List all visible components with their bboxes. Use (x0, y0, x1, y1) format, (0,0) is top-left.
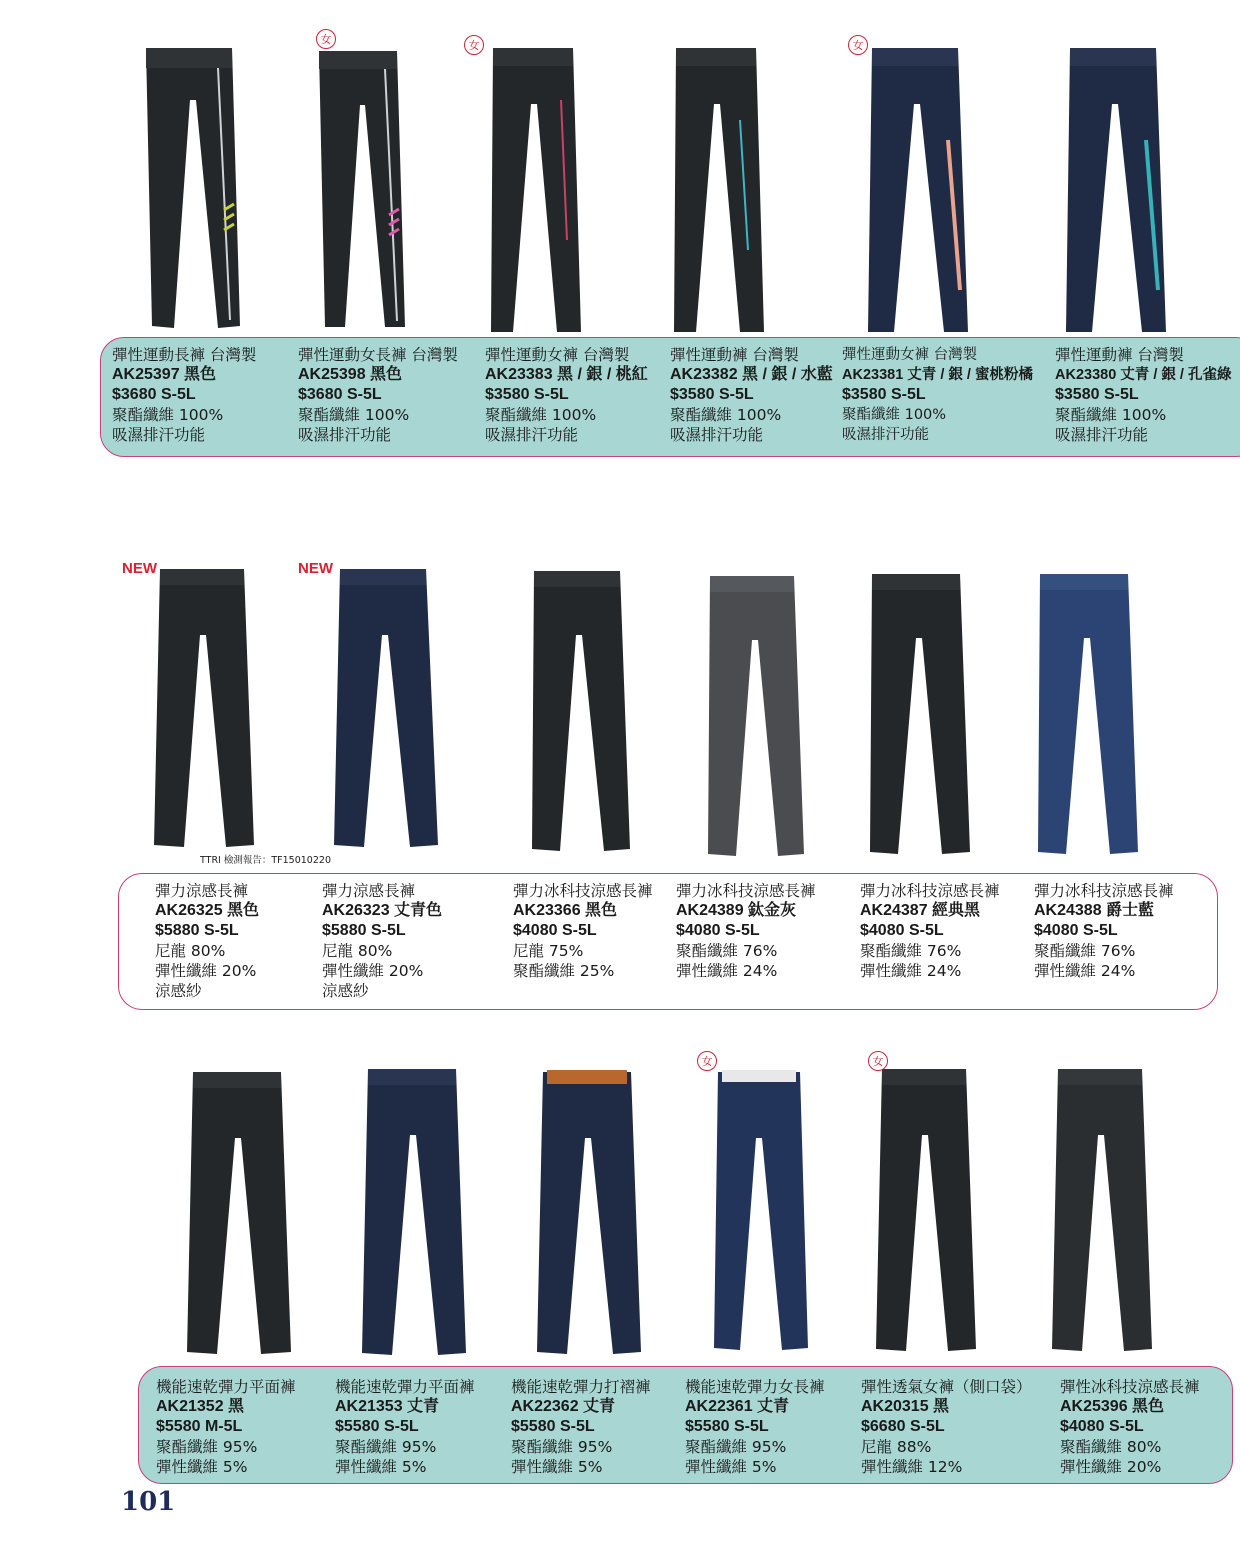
product-image-ak25397 (140, 40, 250, 330)
product-name: 彈性運動女褲 台灣製 (485, 346, 630, 364)
product-name: 彈力冰科技涼感長褲 (676, 882, 816, 900)
product-info-ak25397 (112, 345, 256, 445)
product-code: AK23383 黑 / 銀 / 桃紅 (485, 366, 648, 383)
product-price: $5580 S-5L (335, 1418, 419, 1435)
product-spec: 尼龍 80% (155, 942, 226, 960)
product-name: 彈力涼感長褲 (155, 882, 249, 900)
product-spec: 聚酯纖維 100% (112, 406, 224, 424)
product-spec: 彈性纖維 5% (511, 1458, 603, 1476)
product-spec: 聚酯纖維 100% (1055, 406, 1167, 424)
product-code: AK23366 黑色 (513, 902, 618, 919)
product-code: AK20315 黑 (861, 1398, 950, 1415)
product-price: $4080 S-5L (1034, 922, 1118, 939)
product-spec: 聚酯纖維 95% (511, 1438, 613, 1456)
product-price: $3680 S-5L (298, 386, 382, 403)
product-info-ak25396 (1060, 1377, 1200, 1477)
product-image-ak24387 (862, 568, 977, 858)
product-image-ak20315 (872, 1065, 982, 1355)
women-badge: 女 (697, 1051, 717, 1071)
product-spec: 彈性纖維 20% (155, 962, 257, 980)
new-badge: NEW (298, 560, 333, 577)
product-code: AK21353 丈青 (335, 1398, 440, 1415)
product-name: 機能速乾彈力平面褲 (156, 1378, 296, 1396)
product-code: AK25398 黑色 (298, 366, 403, 383)
product-image-ak23382 (668, 40, 768, 335)
product-spec: 彈性纖維 24% (676, 962, 778, 980)
product-code: AK25396 黑色 (1060, 1398, 1165, 1415)
product-spec: 聚酯纖維 95% (156, 1438, 258, 1456)
product-info-ak26325 (155, 881, 259, 1001)
product-spec: 吸濕排汗功能 (842, 427, 929, 443)
product-code: AK23381 丈青 / 銀 / 蜜桃粉橘 (842, 367, 1033, 383)
product-price: $4080 S-5L (1060, 1418, 1144, 1435)
product-name: 彈力冰科技涼感長褲 (513, 882, 653, 900)
product-info-ak23366 (513, 881, 653, 981)
product-spec: 吸濕排汗功能 (1055, 426, 1149, 444)
product-info-ak23382 (670, 345, 833, 445)
product-price: $3580 S-5L (485, 386, 569, 403)
product-price: $3580 S-5L (1055, 386, 1139, 403)
product-name: 彈力冰科技涼感長褲 (860, 882, 1000, 900)
product-name: 機能速乾彈力女長褲 (685, 1378, 825, 1396)
product-code: AK24389 鈦金灰 (676, 902, 797, 919)
women-badge: 女 (316, 29, 336, 49)
product-image-ak21353 (358, 1065, 473, 1360)
product-spec: 聚酯纖維 25% (513, 962, 615, 980)
product-spec: 尼龍 88% (861, 1438, 932, 1456)
product-spec: 聚酯纖維 100% (670, 406, 782, 424)
product-image-ak23381 (862, 40, 977, 335)
page-number: 101 (121, 1487, 176, 1517)
product-image-ak26325 (150, 565, 260, 850)
product-info-ak25398 (298, 345, 458, 445)
product-price: $3580 S-5L (670, 386, 754, 403)
product-spec: 聚酯纖維 100% (298, 406, 410, 424)
product-price: $4080 S-5L (513, 922, 597, 939)
product-info-ak23380 (1055, 345, 1240, 445)
product-spec: 聚酯纖維 100% (842, 407, 947, 423)
product-name: 彈性運動褲 台灣製 (1055, 346, 1184, 364)
product-info-ak20315 (861, 1377, 1032, 1477)
product-image-ak22362 (533, 1068, 648, 1358)
product-name: 彈力冰科技涼感長褲 (1034, 882, 1174, 900)
product-info-ak23381 (842, 345, 1033, 445)
product-image-ak23383 (485, 40, 585, 335)
product-info-ak22361 (685, 1377, 825, 1477)
product-code: AK25397 黑色 (112, 366, 217, 383)
product-image-ak24389 (700, 570, 810, 860)
product-spec: 聚酯纖維 95% (685, 1438, 787, 1456)
product-spec: 吸濕排汗功能 (298, 426, 392, 444)
product-info-ak21353 (335, 1377, 475, 1477)
product-code: AK24387 經典黑 (860, 902, 981, 919)
product-price: $5580 M-5L (156, 1418, 243, 1435)
product-info-ak26323 (322, 881, 442, 1001)
product-price: $4080 S-5L (676, 922, 760, 939)
product-spec: 彈性纖維 20% (322, 962, 424, 980)
product-name: 彈性運動女褲 台灣製 (842, 347, 978, 363)
product-spec: 聚酯纖維 80% (1060, 1438, 1162, 1456)
ttri-test-note: TTRI 檢測報告：TF15010220 (200, 855, 331, 866)
product-code: AK22362 丈青 (511, 1398, 616, 1415)
product-image-ak25396 (1048, 1065, 1158, 1355)
product-code: AK24388 爵士藍 (1034, 902, 1155, 919)
product-image-ak22361 (708, 1068, 813, 1353)
product-image-ak21352 (183, 1068, 298, 1358)
product-code: AK21352 黑 (156, 1398, 245, 1415)
product-spec: 尼龍 75% (513, 942, 584, 960)
product-code: AK23380 丈青 / 銀 / 孔雀綠 (1055, 367, 1232, 383)
product-spec: 聚酯纖維 100% (485, 406, 597, 424)
product-code: AK26323 丈青色 (322, 902, 443, 919)
product-image-ak24388 (1030, 568, 1145, 858)
product-spec: 聚酯纖維 76% (860, 942, 962, 960)
product-name: 機能速乾彈力平面褲 (335, 1378, 475, 1396)
product-spec: 涼感紗 (155, 982, 202, 1000)
product-name: 彈力涼感長褲 (322, 882, 416, 900)
product-info-ak24388 (1034, 881, 1174, 981)
product-price: $6680 S-5L (861, 1418, 945, 1435)
women-badge: 女 (464, 35, 484, 55)
product-spec: 吸濕排汗功能 (485, 426, 579, 444)
product-price: $5880 S-5L (155, 922, 239, 939)
product-spec: 吸濕排汗功能 (670, 426, 764, 444)
product-spec: 吸濕排汗功能 (112, 426, 206, 444)
product-spec: 彈性纖維 5% (685, 1458, 777, 1476)
product-image-ak23380 (1060, 40, 1175, 335)
product-name: 彈性運動長褲 台灣製 (112, 346, 257, 364)
product-info-ak22362 (511, 1377, 651, 1477)
product-info-ak23383 (485, 345, 648, 445)
product-info-ak24387 (860, 881, 1000, 981)
product-spec: 聚酯纖維 76% (676, 942, 778, 960)
product-spec: 彈性纖維 5% (156, 1458, 248, 1476)
product-spec: 彈性纖維 5% (335, 1458, 427, 1476)
new-badge: NEW (122, 560, 157, 577)
product-spec: 彈性纖維 12% (861, 1458, 963, 1476)
product-name: 彈性運動褲 台灣製 (670, 346, 799, 364)
product-info-ak24389 (676, 881, 816, 981)
product-image-ak25398 (315, 45, 410, 330)
product-name: 彈性運動女長褲 台灣製 (298, 346, 458, 364)
product-image-ak26323 (330, 565, 445, 850)
product-spec: 彈性纖維 24% (860, 962, 962, 980)
product-image-ak23366 (520, 565, 640, 855)
product-spec: 尼龍 80% (322, 942, 393, 960)
product-price: $5580 S-5L (685, 1418, 769, 1435)
product-spec: 彈性纖維 24% (1034, 962, 1136, 980)
product-code: AK22361 丈青 (685, 1398, 790, 1415)
product-price: $3680 S-5L (112, 386, 196, 403)
product-spec: 聚酯纖維 95% (335, 1438, 437, 1456)
product-name: 機能速乾彈力打褶褲 (511, 1378, 651, 1396)
product-spec: 涼感紗 (322, 982, 369, 1000)
product-name: 彈性透氣女褲（側口袋） (861, 1378, 1032, 1396)
product-name: 彈性冰科技涼感長褲 (1060, 1378, 1200, 1396)
product-price: $4080 S-5L (860, 922, 944, 939)
product-info-ak21352 (156, 1377, 296, 1477)
women-badge: 女 (868, 1051, 888, 1071)
women-badge: 女 (848, 35, 868, 55)
product-spec: 聚酯纖維 76% (1034, 942, 1136, 960)
product-price: $5880 S-5L (322, 922, 406, 939)
product-code: AK26325 黑色 (155, 902, 260, 919)
product-price: $5580 S-5L (511, 1418, 595, 1435)
product-price: $3580 S-5L (842, 386, 926, 403)
product-spec: 彈性纖維 20% (1060, 1458, 1162, 1476)
product-code: AK23382 黑 / 銀 / 水藍 (670, 366, 833, 383)
